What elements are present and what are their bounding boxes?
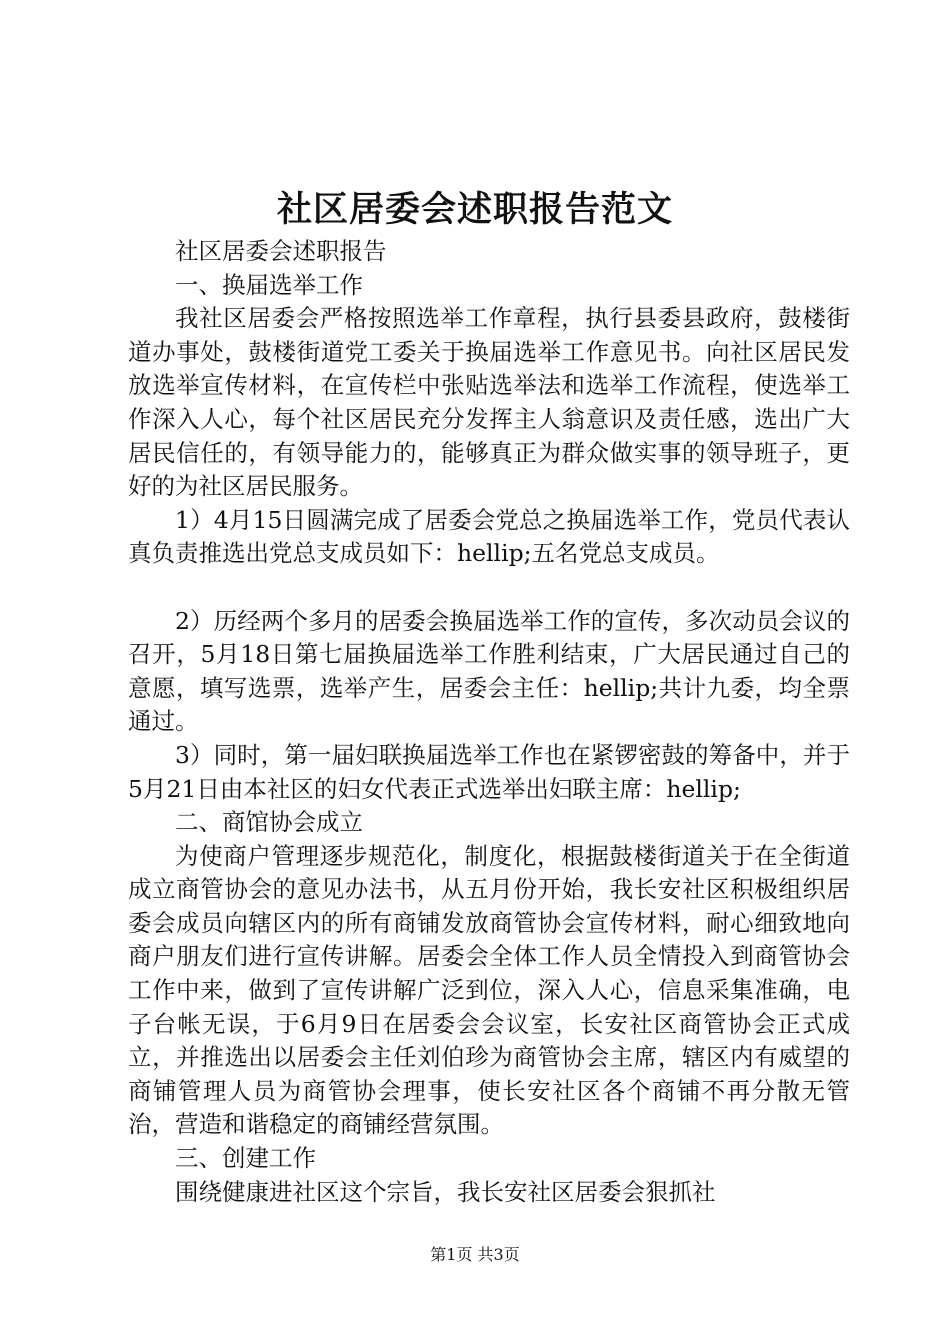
paragraph-item-2: 2）历经两个多月的居委会换届选举工作的宣传，多次动员会议的召开，5月18日第七届换届选举工作胜利结束，广大居民通过自己的意愿，填写选票，选举产生，居委会主任：hellip;共计九委，均全票通过。: [128, 606, 850, 736]
document-body: [128, 235, 850, 1209]
paragraph-item-3: 3）同时，第一届妇联换届选举工作也在紧锣密鼓的筹备中，并于5月21日由本社区的妇女代表正式选举出妇联主席：hellip;: [128, 740, 850, 803]
paragraph-subtitle: 社区居委会述职报告: [175, 237, 387, 265]
paragraph-section-1-heading: 一、换届选举工作: [175, 270, 363, 299]
document-title: 社区居委会述职报告范文: [276, 189, 673, 230]
paragraph-section-3-heading: 三、创建工作: [175, 1144, 316, 1173]
paragraph-section-3-body: 围绕健康进社区这个宗旨，我长安社区居委会狠抓社: [175, 1177, 716, 1206]
paragraph-item-1: 1）4月15日圆满完成了居委会党总之换届选举工作，党员代表认真负责推选出党总支成员如下：hellip;五名党总支成员。: [128, 505, 850, 568]
paragraph-section-2-heading: 二、商馆协会成立: [175, 808, 363, 837]
page-footer: 第1页 共3页: [430, 1245, 520, 1264]
paragraph-section-1-intro: 我社区居委会严格按照选举工作章程，执行县委县政府，鼓楼街道办事处，鼓楼街道党工委关于换届选举工作意见书。向社区居民发放选举宣传材料，在宣传栏中张贴选举法和选举工作流程，使选举工作深入人心，每个社区居民充分发挥主人翁意识及责任感，选出广大居民信任的，有领导能力的，能够真正为群众做实事的领导班子，更好的为社区居民服务。: [128, 304, 850, 501]
paragraph-section-2-body: 为使商户管理逐步规范化，制度化，根据鼓楼街道关于在全街道成立商管协会的意见办法书，从五月份开始，我长安社区积极组织居委会成员向辖区内的所有商铺发放商管协会宣传材料，耐心细致地向商户朋友们进行宣传讲解。居委会全体工作人员全情投入到商管协会工作中来，做到了宣传讲解广泛到位，深入人心，信息采集准确，电子台帐无误，于6月9日在居委会会议室，长安社区商管协会正式成立，并推选出以居委会主任刘伯珍为商管协会主席，辖区内有威望的商铺管理人员为商管协会理事，使长安社区各个商铺不再分散无管治，营造和谐稳定的商铺经营氛围。: [128, 841, 850, 1139]
